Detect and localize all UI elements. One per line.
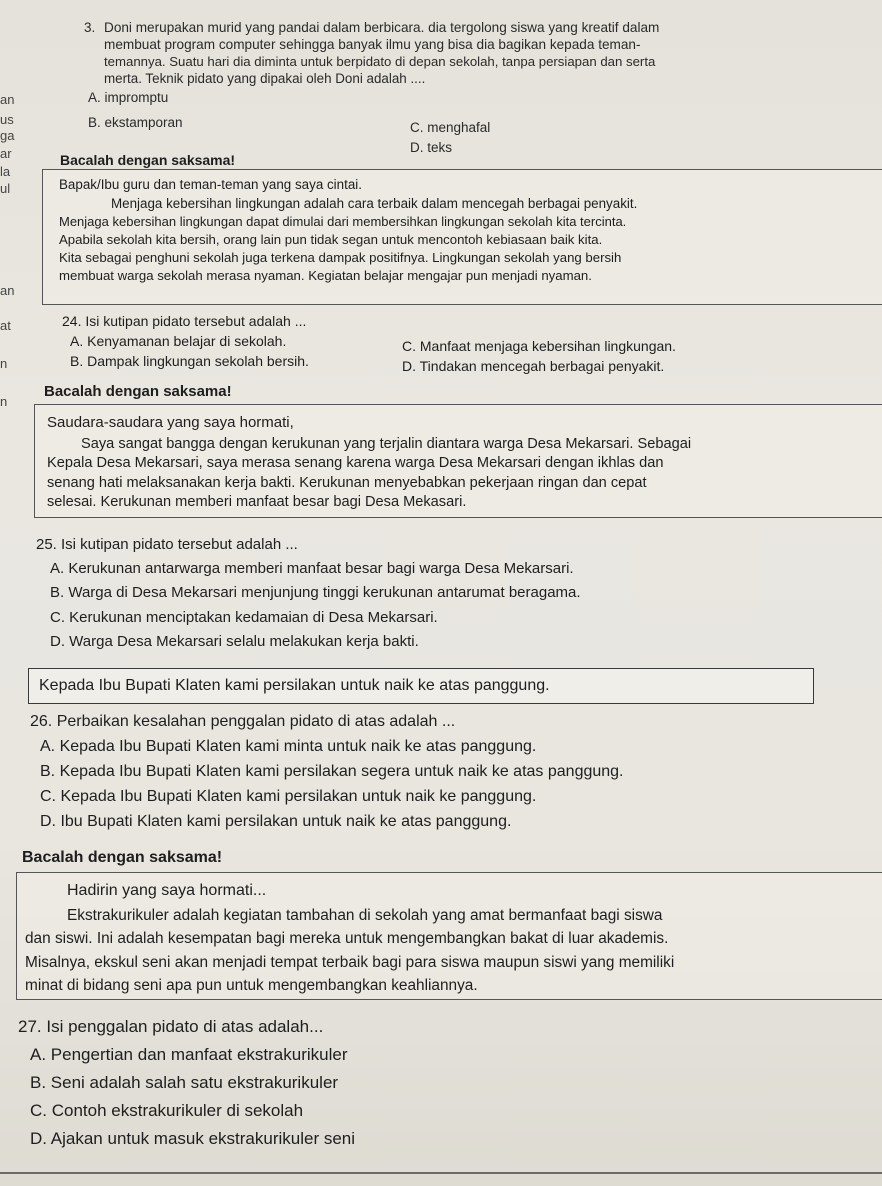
option-d[interactable]: D. Tindakan mencegah berbagai penyakit. — [402, 358, 665, 374]
option-d[interactable]: D. Warga Desa Mekarsari selalu melakukan kerja bakti. — [50, 633, 419, 650]
page-bottom-edge — [0, 1172, 882, 1174]
margin-fragment: n — [0, 356, 8, 371]
question-stem: 26. Perbaikan kesalahan penggalan pidato di atas adalah ... — [30, 713, 456, 730]
margin-fragment: an — [0, 283, 15, 298]
passage-line: membuat warga sekolah merasa nyaman. Kegiatan belajar mengajar pun menjadi nyaman. — [59, 268, 592, 283]
section-heading: Bacalah dengan saksama! — [60, 152, 236, 168]
option-d[interactable]: D. Ibu Bupati Klaten kami persilakan untuk naik ke atas panggung. — [40, 813, 512, 830]
passage-box-1 — [42, 169, 882, 305]
option-d[interactable]: D. Ajakan untuk masuk ekstrakurikuler seni — [30, 1129, 356, 1148]
question-stem: 25. Isi kutipan pidato tersebut adalah ... — [36, 536, 298, 553]
option-b[interactable]: B. Seni adalah salah satu ekstrakurikuler — [30, 1073, 339, 1092]
option-a[interactable]: A. Kerukunan antarwarga memberi manfaat besar bagi warga Desa Mekarsari. — [50, 560, 574, 577]
question-stem: 27. Isi penggalan pidato di atas adalah... — [18, 1017, 324, 1036]
passage-line: Saya sangat bangga dengan kerukunan yang terjalin diantara warga Desa Mekarsari. Sebagai — [81, 436, 692, 452]
option-c[interactable]: C. Kerukunan menciptakan kedamaian di Desa Mekarsari. — [50, 609, 438, 626]
margin-fragment: ar — [0, 146, 12, 161]
option-a[interactable]: A. Pengertian dan manfaat ekstrakurikuler — [30, 1045, 348, 1064]
passage-line: Apabila sekolah kita bersih, orang lain pun tidak segan untuk mencontoh kebiasaan baik kita. — [59, 232, 603, 247]
option-c[interactable]: C. Manfaat menjaga kebersihan lingkungan. — [402, 338, 676, 354]
option-b[interactable]: B. ekstamporan — [88, 115, 183, 130]
option-c[interactable]: C. Kepada Ibu Bupati Klaten kami persilakan untuk naik ke panggung. — [40, 788, 537, 805]
passage-line: Menjaga kebersihan lingkungan adalah cara terbaik dalam mencegah berbagai penyakit. — [111, 196, 638, 211]
passage-box-3 — [16, 872, 882, 1000]
option-a[interactable]: A. impromptu — [88, 90, 169, 105]
margin-fragment: n — [0, 394, 8, 409]
passage-line: minat di bidang seni apa pun untuk mengembangkan keahliannya. — [25, 977, 478, 994]
quoted-sentence-box — [28, 668, 814, 704]
passage-line: Kita sebagai penghuni sekolah juga terkena dampak positifnya. Lingkungan sekolah yang bersih — [59, 250, 622, 265]
option-b[interactable]: B. Kepada Ibu Bupati Klaten kami persilakan segera untuk naik ke atas panggung. — [40, 763, 624, 780]
passage-line: selesai. Kerukunan memberi manfaat besar bagi Desa Mekasari. — [47, 494, 467, 510]
passage-line: Menjaga kebersihan lingkungan dapat dimulai dari membersihkan lingkungan sekolah kita tercinta. — [59, 214, 627, 229]
passage-box-2 — [34, 404, 882, 518]
passage-line: dan siswi. Ini adalah kesempatan bagi mereka untuk mengembangkan bakat di luar akademis. — [25, 930, 669, 947]
passage-line: Bapak/Ibu guru dan teman-teman yang saya cintai. — [59, 177, 362, 192]
margin-fragment: la — [0, 164, 11, 179]
quoted-sentence: Kepada Ibu Bupati Klaten kami persilakan untuk naik ke atas panggung. — [39, 677, 550, 694]
question-number: 3. — [84, 20, 96, 35]
option-d[interactable]: D. teks — [410, 140, 453, 155]
question-stem-line: temannya. Suatu hari dia diminta untuk berpidato di depan sekolah, tanpa persiapan dan serta — [104, 54, 656, 69]
passage-line: Hadirin yang saya hormati... — [67, 882, 267, 899]
passage-line: senang hati melaksanakan kerja bakti. Kerukunan menyebabkan pekerjaan ringan dan cepat — [47, 475, 647, 491]
passage-line: Kepala Desa Mekarsari, saya merasa senang karena warga Desa Mekarsari dengan ikhlas dan — [47, 455, 664, 471]
option-c[interactable]: C. Contoh ekstrakurikuler di sekolah — [30, 1101, 304, 1120]
margin-fragment: at — [0, 318, 11, 333]
margin-fragment: ga — [0, 128, 15, 143]
question-stem-line: Doni merupakan murid yang pandai dalam berbicara. dia tergolong siswa yang kreatif dalam — [104, 20, 660, 35]
passage-line: Saudara-saudara yang saya hormati, — [47, 414, 294, 431]
option-a[interactable]: A. Kenyamanan belajar di sekolah. — [70, 333, 287, 349]
question-stem-line: membuat program computer sehingga banyak ilmu yang bisa dia bagikan kepada teman- — [104, 37, 641, 52]
section-heading: Bacalah dengan saksama! — [22, 849, 223, 866]
option-b[interactable]: B. Warga di Desa Mekarsari menjunjung tinggi kerukunan antarumat beragama. — [50, 584, 581, 601]
section-heading: Bacalah dengan saksama! — [44, 383, 232, 400]
margin-fragment: us — [0, 112, 14, 127]
margin-fragment: ul — [0, 181, 11, 196]
margin-fragment: an — [0, 92, 15, 107]
option-c[interactable]: C. menghafal — [410, 120, 491, 135]
passage-line: Misalnya, ekskul seni akan menjadi tempat terbaik bagi para siswa maupun siswi yang memiliki — [25, 954, 675, 971]
option-b[interactable]: B. Dampak lingkungan sekolah bersih. — [70, 353, 309, 369]
option-a[interactable]: A. Kepada Ibu Bupati Klaten kami minta untuk naik ke atas panggung. — [40, 738, 537, 755]
passage-line: Ekstrakurikuler adalah kegiatan tambahan di sekolah yang amat bermanfaat bagi siswa — [67, 907, 663, 924]
question-stem-line: merta. Teknik pidato yang dipakai oleh Doni adalah .... — [104, 71, 426, 86]
question-stem: 24. Isi kutipan pidato tersebut adalah ... — [62, 313, 307, 329]
